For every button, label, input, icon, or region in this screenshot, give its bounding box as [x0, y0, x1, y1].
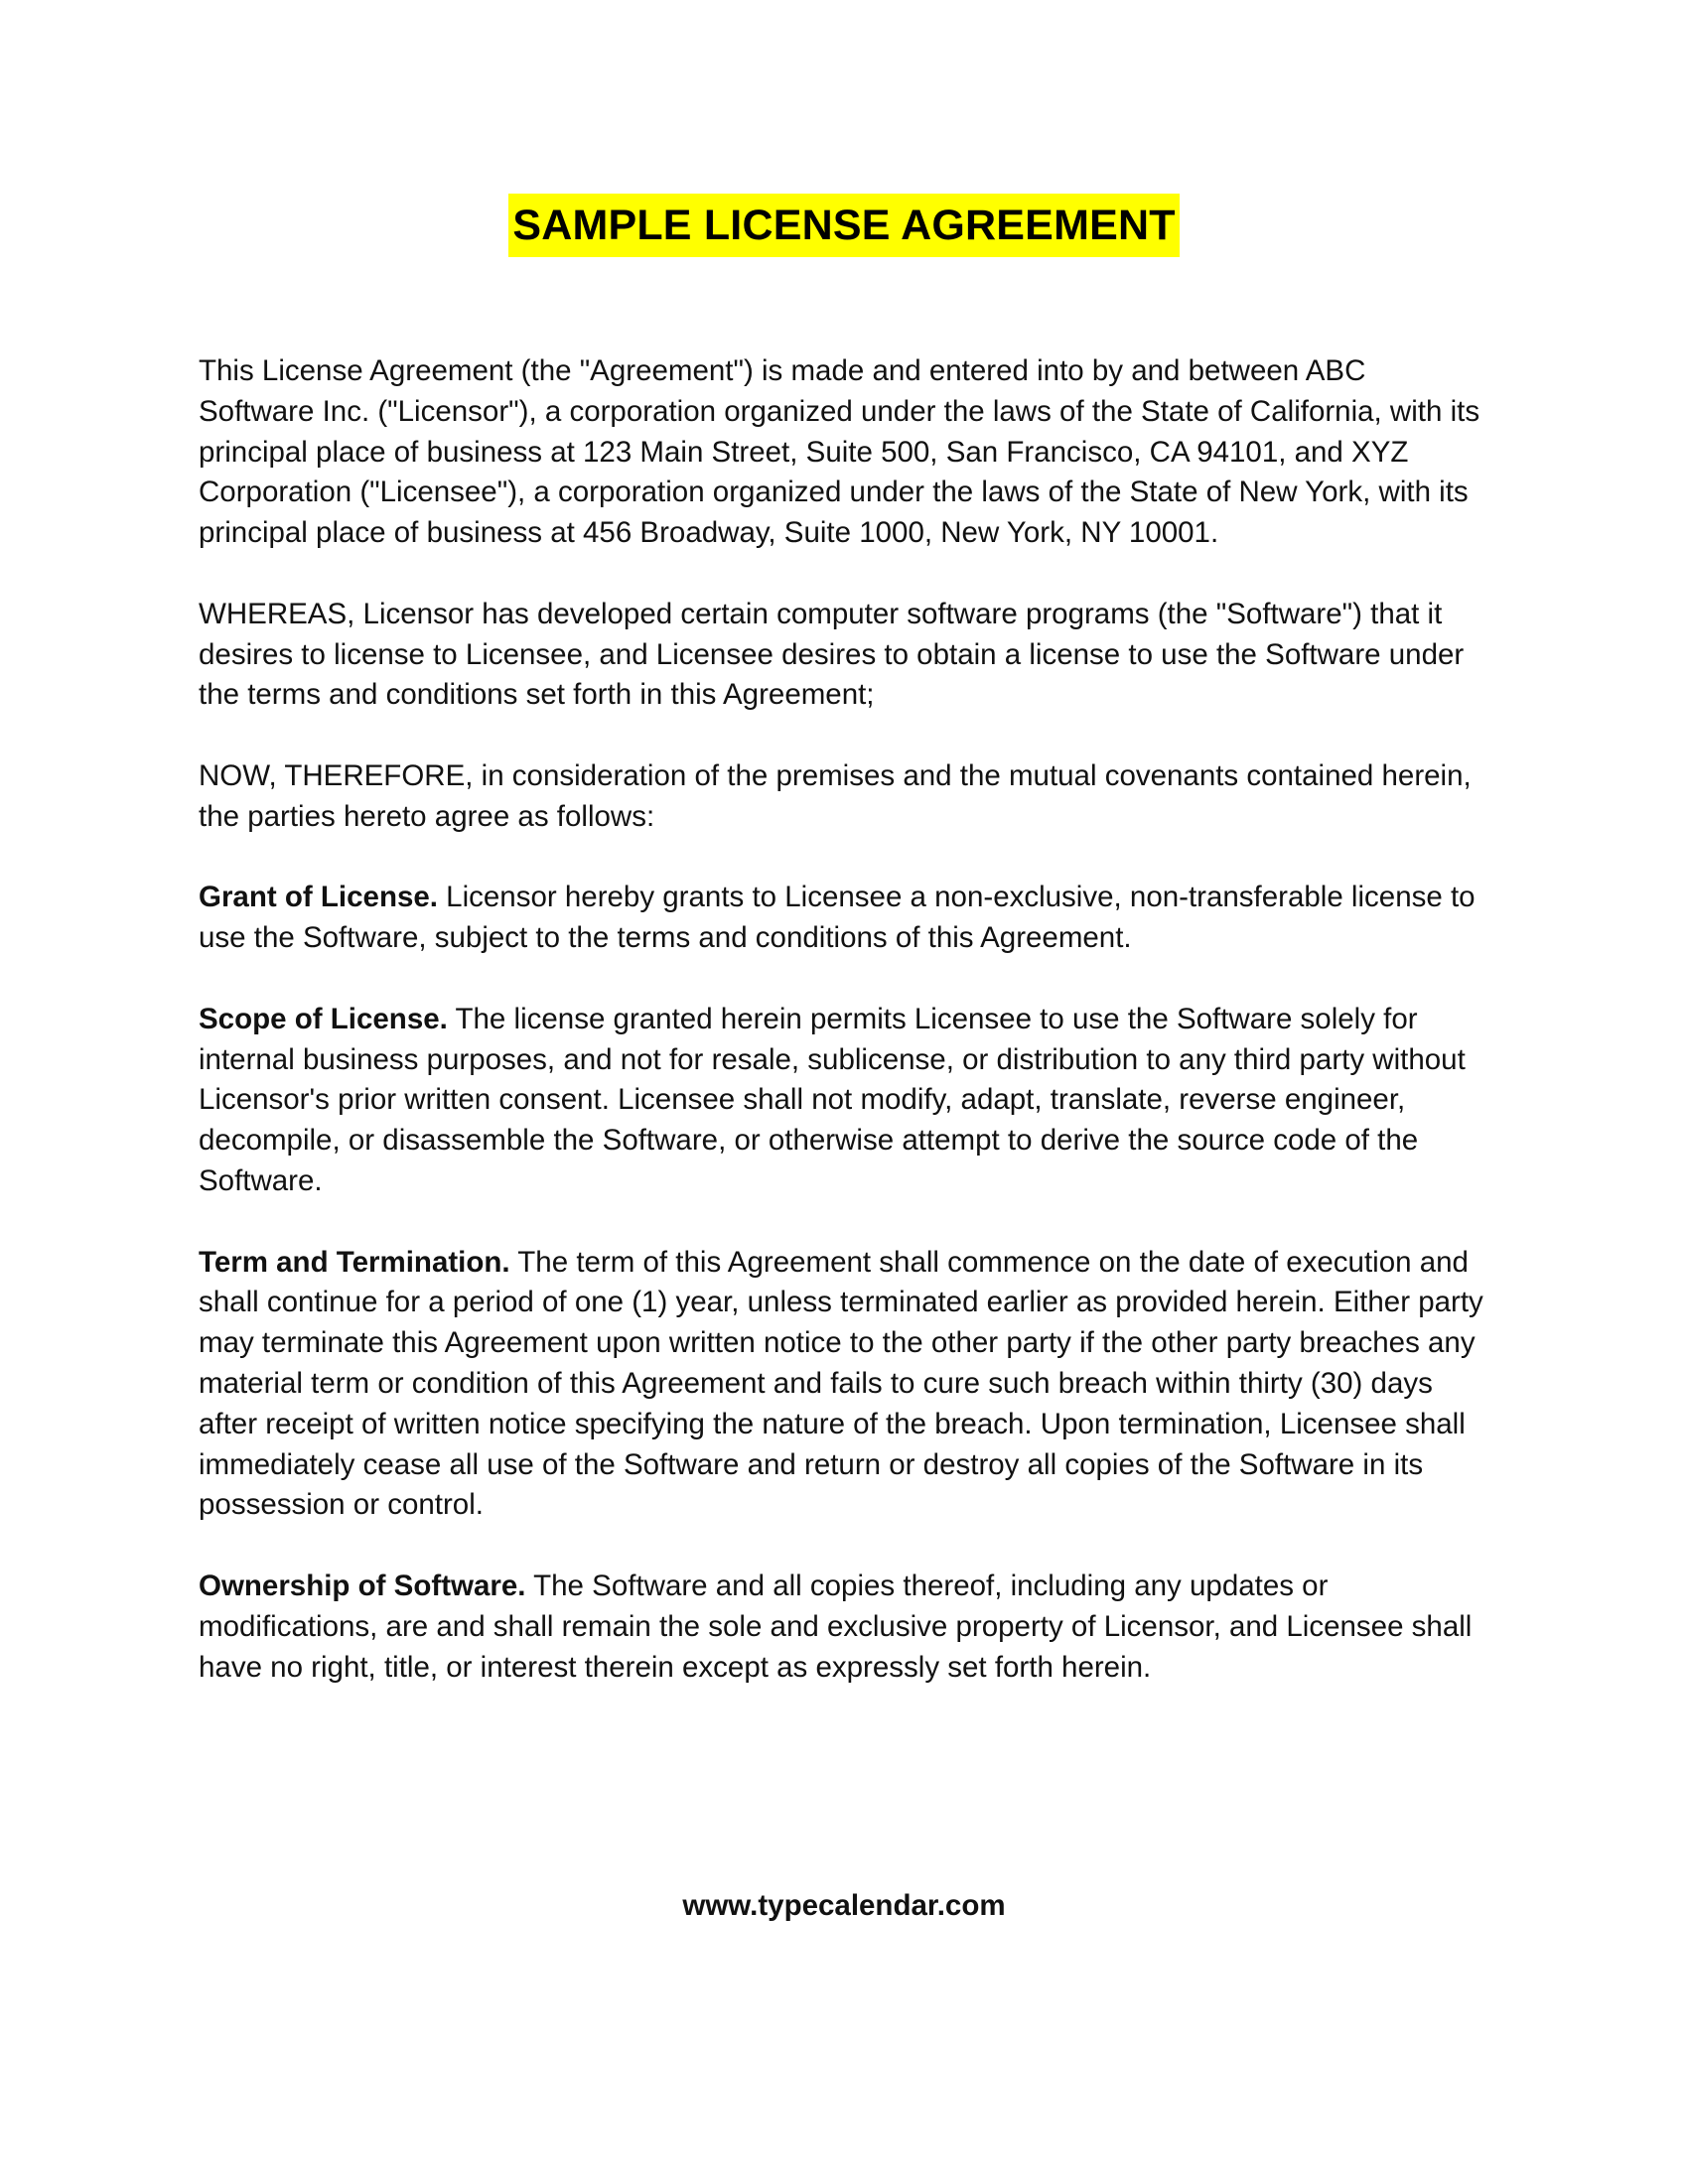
section-text: The term of this Agreement shall commence on the date of execution and shall continue for a period of one (1) year, unless terminated earlier as provided herein. Either party may terminate this Agreement upon written notice to the other party if the other party breaches any material term or condition of this Agreement and fails to cure such breach within thirty (30) days after receipt of written notice specifying the nature of the breach. Upon termination, Licensee shall immediately cease all use of the Software and return or destroy all copies of the Software in its possession or control.: [199, 1245, 1483, 1522]
section-text: The license granted herein permits Licensee to use the Software solely for internal business purposes, and not for resale, sublicense, or distribution to any third party without Licensor's prior written consent. Licensee shall not modify, adapt, translate, reverse engineer, decompile, or disassemble the Software, or otherwise attempt to derive the source code of the Software.: [199, 1002, 1466, 1197]
section-text: The Software and all copies thereof, including any updates or modifications, are and shall remain the sole and exclusive property of Licensor, and Licensee shall have no right, title, or interest therein except as expressly set forth herein.: [199, 1569, 1473, 1684]
document-body: [199, 351, 1489, 1728]
title-container: [0, 194, 1688, 257]
section-heading: Term and Termination.: [199, 1245, 510, 1279]
section-grant-of-license: [199, 878, 1489, 959]
whereas-paragraph: WHEREAS, Licensor has developed certain computer software programs (the "Software") that it desires to license to Licensee, and Licensee desires to obtain a license to use the Software under the terms and conditions set forth in this Agreement;: [199, 597, 1465, 712]
section-heading: Scope of License.: [199, 1002, 448, 1035]
section-heading: Grant of License.: [199, 881, 438, 914]
footer-website: www.typecalendar.com: [682, 1889, 1006, 1922]
intro-paragraph: This License Agreement (the "Agreement") is made and entered into by and between ABC Software Inc. ("Licensor"), a corporation organized under the laws of the State of California, with its principal place of business at 123 Main Street, Suite 500, San Francisco, CA 94101, and XYZ Corporation ("Licensee"), a corporation organized under the laws of the State of New York, with its principal place of business at 456 Broadway, Suite 1000, New York, NY 10001.: [199, 354, 1480, 550]
section-text: Licensor hereby grants to Licensee a non-exclusive, non-transferable license to use the Software, subject to the terms and conditions of this Agreement.: [199, 881, 1476, 955]
section-ownership-of-software: [199, 1567, 1489, 1688]
document-title: SAMPLE LICENSE AGREEMENT: [508, 194, 1179, 257]
now-therefore-paragraph: NOW, THEREFORE, in consideration of the premises and the mutual covenants contained herein, the parties hereto agree as follows:: [199, 758, 1472, 833]
section-heading: Ownership of Software.: [199, 1569, 526, 1602]
section-term-and-termination: [199, 1243, 1489, 1527]
section-scope-of-license: [199, 1000, 1489, 1202]
